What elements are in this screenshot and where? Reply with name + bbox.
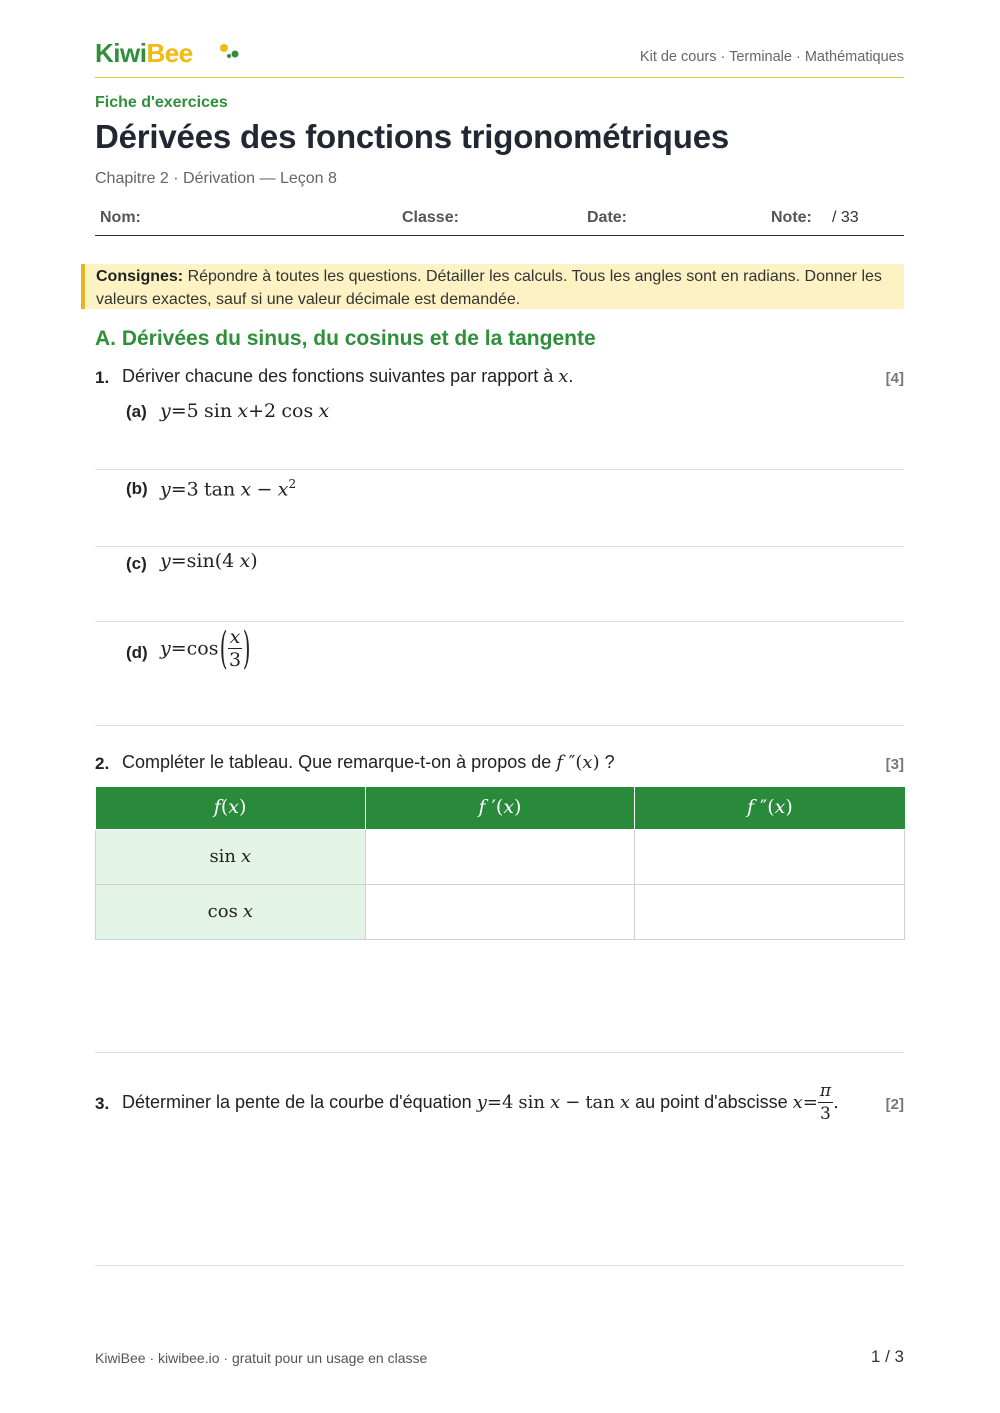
table-cell-sin: sin x (96, 829, 366, 884)
student-info-row (95, 200, 904, 236)
question-1-number: 1. (95, 368, 110, 387)
table-header-f-prime: f ′(x) (365, 787, 635, 829)
answer-line-1b[interactable] (95, 546, 904, 547)
question-3-prompt-end: au point d'abscisse (635, 1092, 788, 1112)
question-1d-expression: y=cos( $\frac{x}{3}$ ) (160, 622, 251, 674)
page-title: Dérivées des fonctions trigonométriques (95, 118, 730, 155)
answer-line-1a[interactable] (95, 469, 904, 470)
question-1-text: Dériver chacune des fonctions suivantes par rapport à x. (122, 366, 574, 387)
question-1c-expression: y=sin(4 x) (160, 550, 258, 572)
header-course-meta: Kit de cours · Terminale · Mathématiques (639, 49, 904, 65)
logo-dots-icon (219, 42, 241, 60)
logo-kiwi: Kiwi (95, 38, 147, 68)
answer-line-2[interactable] (95, 1052, 904, 1053)
question-3-number: 3. (95, 1094, 110, 1113)
kiwibee-logo (95, 38, 193, 69)
question-1a-label: (a) (126, 402, 147, 421)
question-1c-label: (c) (126, 554, 147, 573)
answer-line-3[interactable] (95, 1265, 904, 1266)
note-total: / 33 (832, 209, 859, 226)
instructions-text: Répondre à toutes les questions. Détailler les calculs. Tous les angles sont en radians. Donner les valeurs exactes, sauf si une valeur décimale est demandée. (96, 268, 882, 308)
table-row (96, 829, 905, 884)
question-1d-label: (d) (126, 643, 148, 662)
question-2-text: Compléter le tableau. Que remarque-t-on à propos de f ″(x) ? (122, 752, 615, 773)
question-1b-label: (b) (126, 479, 148, 498)
logo-bee: Bee (146, 38, 193, 68)
question-2-question-mark: ? (604, 752, 615, 772)
answer-line-1c[interactable] (95, 621, 904, 622)
question-2-number: 2. (95, 754, 110, 773)
date-field-label: Date: (587, 209, 628, 226)
question-2-prompt: Compléter le tableau. Que remarque-t-on à propos de (122, 752, 552, 772)
question-1b-expression: y=3 $\tan x - x^2$ (160, 477, 297, 501)
question-2-marks: [3] (885, 756, 904, 773)
question-3-text: Déterminer la pente de la courbe d'équation y=4 sin x − tan x au point d'abscisse x= $\frac{\pi}{3}$ . (122, 1081, 839, 1124)
question-3-prompt: Déterminer la pente de la courbe d'équation (122, 1092, 472, 1112)
instructions-box (81, 264, 904, 309)
question-1a-expression: y=5 sin x+2 cos x (160, 400, 330, 422)
derivatives-table (95, 787, 905, 940)
section-a-title: A. Dérivées du sinus, du cosinus et de la tangente (95, 327, 596, 350)
page-header (95, 38, 904, 78)
page-number: 1 / 3 (870, 1347, 904, 1366)
table-header-f: f(x) (96, 787, 366, 829)
table-cell-cos: cos x (96, 884, 366, 939)
table-cell-sin-f-prime[interactable] (365, 829, 635, 884)
table-header-f-second: f ″(x) (635, 787, 905, 829)
document-type-label: Fiche d'exercices (95, 94, 228, 111)
table-cell-cos-f-prime[interactable] (365, 884, 635, 939)
question-1-marks: [4] (885, 370, 904, 387)
table-cell-sin-f-second[interactable] (635, 829, 905, 884)
chapter-subtitle: Chapitre 2 · Dérivation — Leçon 8 (95, 170, 337, 187)
footer-credits: KiwiBee · kiwibee.io · gratuit pour un usage en classe (95, 1350, 428, 1366)
question-1-prompt: Dériver chacune des fonctions suivantes par rapport à (122, 366, 554, 386)
table-row (96, 884, 905, 939)
instructions-label: Consignes: (96, 268, 184, 285)
name-field-label: Nom: (100, 209, 141, 226)
table-cell-cos-f-second[interactable] (635, 884, 905, 939)
note-field-label: Note: (771, 209, 812, 226)
question-3-marks: [2] (885, 1096, 904, 1113)
class-field-label: Classe: (402, 209, 459, 226)
answer-line-1d[interactable] (95, 725, 904, 726)
